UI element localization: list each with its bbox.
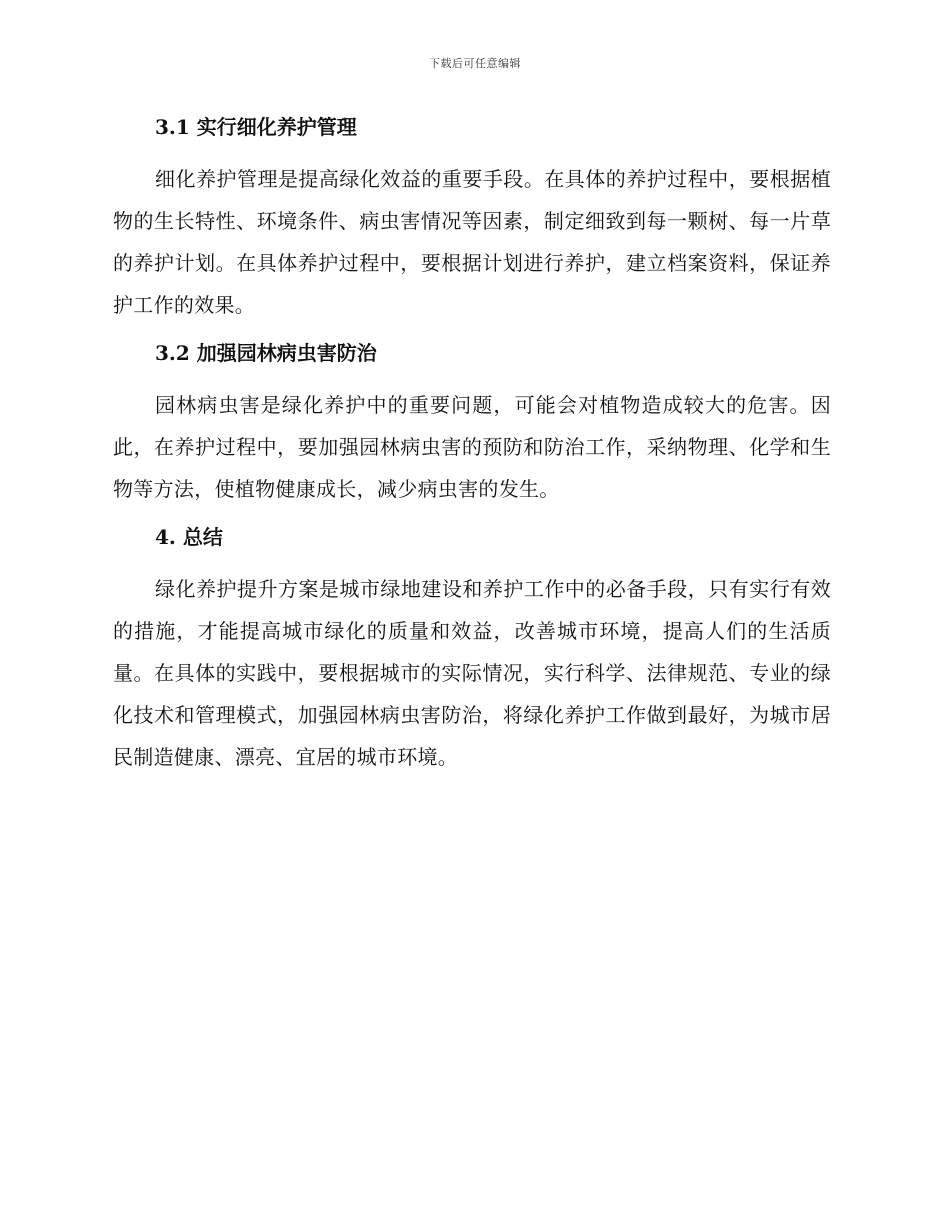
page-header-note: 下载后可任意编辑 [429, 57, 521, 70]
section-heading-4: 4. 总结 [155, 525, 223, 549]
section-paragraph-4: 绿化养护提升方案是城市绿地建设和养护工作中的必备手段，只有实行有效的措施，才能提高城市绿化的质量和效益，改善城市环境，提高人们的生活质量。在具体的实践中，要根据城市的实际情况，实行科学、法律规范、专业的绿化技术和管理模式，加强园林病虫害防治，将绿化养护工作做到最好，为城市居民制造健康、漂亮、宜居的城市环境。 [113, 577, 831, 769]
section-paragraph-3-1: 细化养护管理是提高绿化效益的重要手段。在具体的养护过程中，要根据植物的生长特性、环境条件、病虫害情况等因素，制定细致到每一颗树、每一片草的养护计划。在具体养护过程中，要根据计划进行养护，建立档案资料，保证养护工作的效果。 [113, 167, 831, 317]
section-paragraph-3-2: 园林病虫害是绿化养护中的重要问题，可能会对植物造成较大的危害。因此，在养护过程中，要加强园林病虫害的预防和防治工作，采纳物理、化学和生物等方法，使植物健康成长，减少病虫害的发生。 [113, 393, 831, 501]
section-heading-3-1: 3.1 实行细化养护管理 [155, 115, 357, 139]
section-heading-3-2: 3.2 加强园林病虫害防治 [155, 341, 377, 365]
document-body [113, 108, 831, 778]
